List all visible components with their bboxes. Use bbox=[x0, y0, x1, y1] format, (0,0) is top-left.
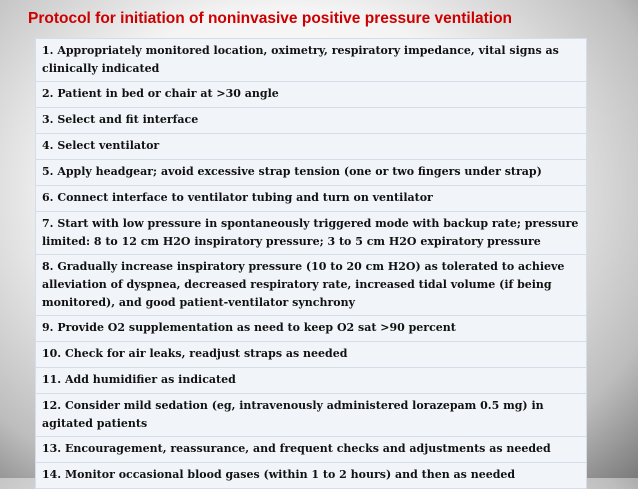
step-3: 3. Select and fit interface bbox=[36, 108, 587, 134]
table-row bbox=[36, 82, 587, 108]
step-1: 1. Appropriately monitored location, oximetry, respiratory impedance, vital signs as clinically indicated bbox=[36, 39, 587, 82]
step-2: 2. Patient in bed or chair at >30 angle bbox=[36, 82, 587, 108]
table-row bbox=[36, 108, 587, 134]
step-12: 12. Consider mild sedation (eg, intravenously administered lorazepam 0.5 mg) in agitated patients bbox=[36, 394, 587, 437]
step-5: 5. Apply headgear; avoid excessive strap tension (one or two fingers under strap) bbox=[36, 160, 587, 186]
step-9: 9. Provide O2 supplementation as need to keep O2 sat >90 percent bbox=[36, 316, 587, 342]
table-row bbox=[36, 368, 587, 394]
table-row bbox=[36, 212, 587, 255]
table-row bbox=[36, 316, 587, 342]
step-13: 13. Encouragement, reassurance, and frequent checks and adjustments as needed bbox=[36, 437, 587, 463]
step-11: 11. Add humidifier as indicated bbox=[36, 368, 587, 394]
slide-title: Protocol for initiation of noninvasive positive pressure ventilation bbox=[28, 10, 513, 27]
step-14: 14. Monitor occasional blood gases (within 1 to 2 hours) and then as needed bbox=[36, 463, 587, 489]
table-row bbox=[36, 39, 587, 82]
table-row bbox=[36, 134, 587, 160]
table-row bbox=[36, 255, 587, 316]
protocol-table bbox=[35, 38, 587, 489]
table-row bbox=[36, 463, 587, 489]
table-row bbox=[36, 342, 587, 368]
step-10: 10. Check for air leaks, readjust straps as needed bbox=[36, 342, 587, 368]
step-7: 7. Start with low pressure in spontaneously triggered mode with backup rate; pressure limited: 8 to 12 cm H2O inspiratory pressure; 3 to 5 cm H2O expiratory pressure bbox=[36, 212, 587, 255]
step-6: 6. Connect interface to ventilator tubing and turn on ventilator bbox=[36, 186, 587, 212]
table-row bbox=[36, 160, 587, 186]
step-4: 4. Select ventilator bbox=[36, 134, 587, 160]
table-row bbox=[36, 394, 587, 437]
step-8: 8. Gradually increase inspiratory pressure (10 to 20 cm H2O) as tolerated to achieve alleviation of dyspnea, decreased respiratory rate, increased tidal volume (if being monitored), and good patient-ventilator synchrony bbox=[36, 255, 587, 316]
table-row bbox=[36, 186, 587, 212]
table-row bbox=[36, 437, 587, 463]
